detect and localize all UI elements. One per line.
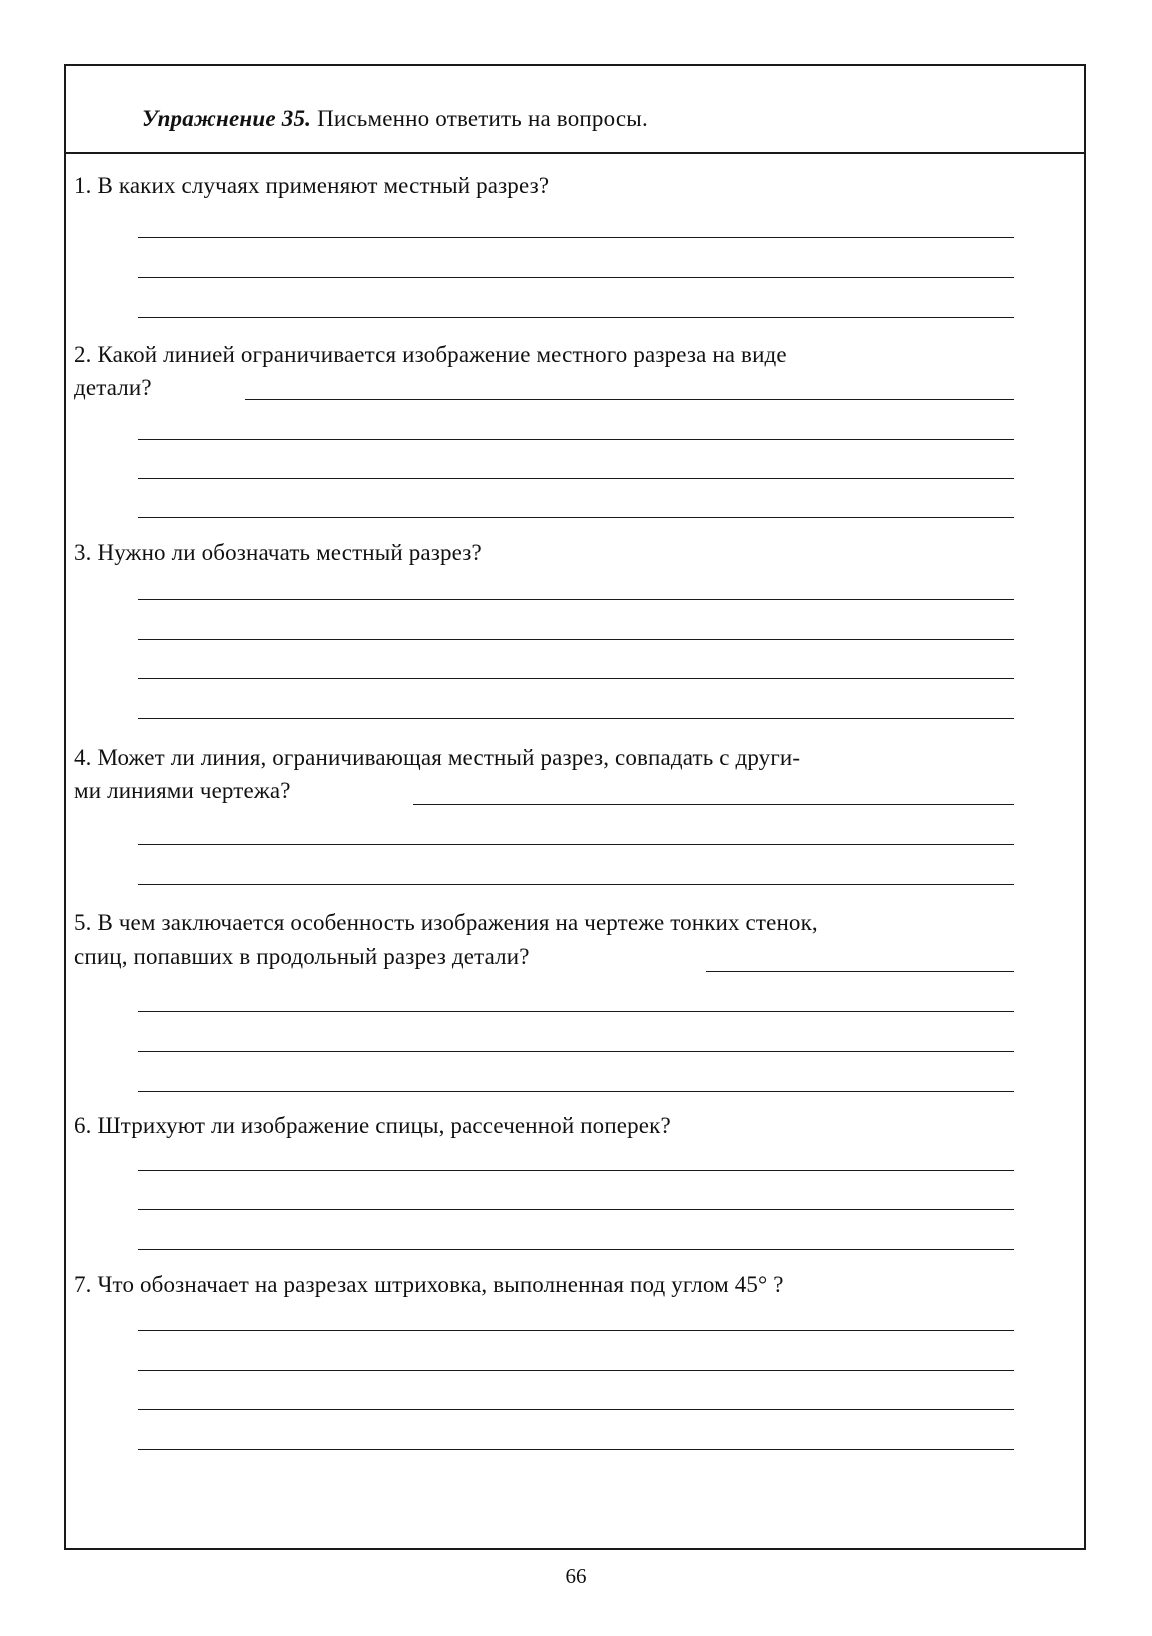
answer-line[interactable]	[138, 844, 1014, 845]
exercise-instruction: Письменно ответить на вопросы.	[317, 106, 648, 131]
answer-line[interactable]	[138, 439, 1014, 440]
question-4-text-line-2: ми линиями чертежа?	[74, 778, 291, 803]
question-1-text: 1. В каких случаях применяют местный разрез?	[74, 173, 550, 198]
answer-line[interactable]	[138, 1330, 1014, 1331]
answer-line[interactable]	[245, 399, 1014, 400]
answer-line[interactable]	[138, 1449, 1014, 1450]
exercise-label: Упражнение 35.	[142, 106, 312, 131]
question-5-text-line-1: 5. В чем заключается особенность изображения на чертеже тонких стенок,	[74, 910, 818, 935]
answer-line[interactable]	[138, 1011, 1014, 1012]
answer-line[interactable]	[138, 277, 1014, 278]
answer-line[interactable]	[138, 1051, 1014, 1052]
answer-line[interactable]	[138, 1370, 1014, 1371]
exercise-header	[66, 66, 1084, 154]
worksheet-frame	[64, 64, 1086, 1550]
question-2-text-line-1: 2. Какой линией ограничивается изображение местного разреза на виде	[74, 342, 787, 367]
answer-line[interactable]	[413, 804, 1014, 805]
answer-line[interactable]	[138, 1170, 1014, 1171]
answer-line[interactable]	[138, 1409, 1014, 1410]
answer-line[interactable]	[138, 317, 1014, 318]
answer-line[interactable]	[138, 237, 1014, 238]
answer-line[interactable]	[138, 639, 1014, 640]
page-number: 66	[565, 1564, 587, 1588]
answer-line[interactable]	[138, 718, 1014, 719]
exercise-title	[142, 106, 648, 132]
question-6-text: 6. Штрихуют ли изображение спицы, рассеченной поперек?	[74, 1113, 671, 1138]
question-7-text: 7. Что обозначает на разрезах штриховка, выполненная под углом 45° ?	[74, 1272, 784, 1297]
answer-line[interactable]	[138, 478, 1014, 479]
answer-line[interactable]	[138, 884, 1014, 885]
answer-line[interactable]	[138, 1209, 1014, 1210]
answer-line[interactable]	[138, 1249, 1014, 1250]
answer-line[interactable]	[138, 517, 1014, 518]
question-2-text-line-2: детали?	[74, 375, 152, 400]
answer-line[interactable]	[138, 599, 1014, 600]
question-4-text-line-1: 4. Может ли линия, ограничивающая местный разрез, совпадать с други-	[74, 745, 801, 770]
question-5-text-line-2: спиц, попавших в продольный разрез детали?	[74, 944, 530, 969]
question-3-text: 3. Нужно ли обозначать местный разрез?	[74, 540, 482, 565]
answer-line[interactable]	[138, 678, 1014, 679]
answer-line[interactable]	[706, 971, 1014, 972]
answer-line[interactable]	[138, 1091, 1014, 1092]
